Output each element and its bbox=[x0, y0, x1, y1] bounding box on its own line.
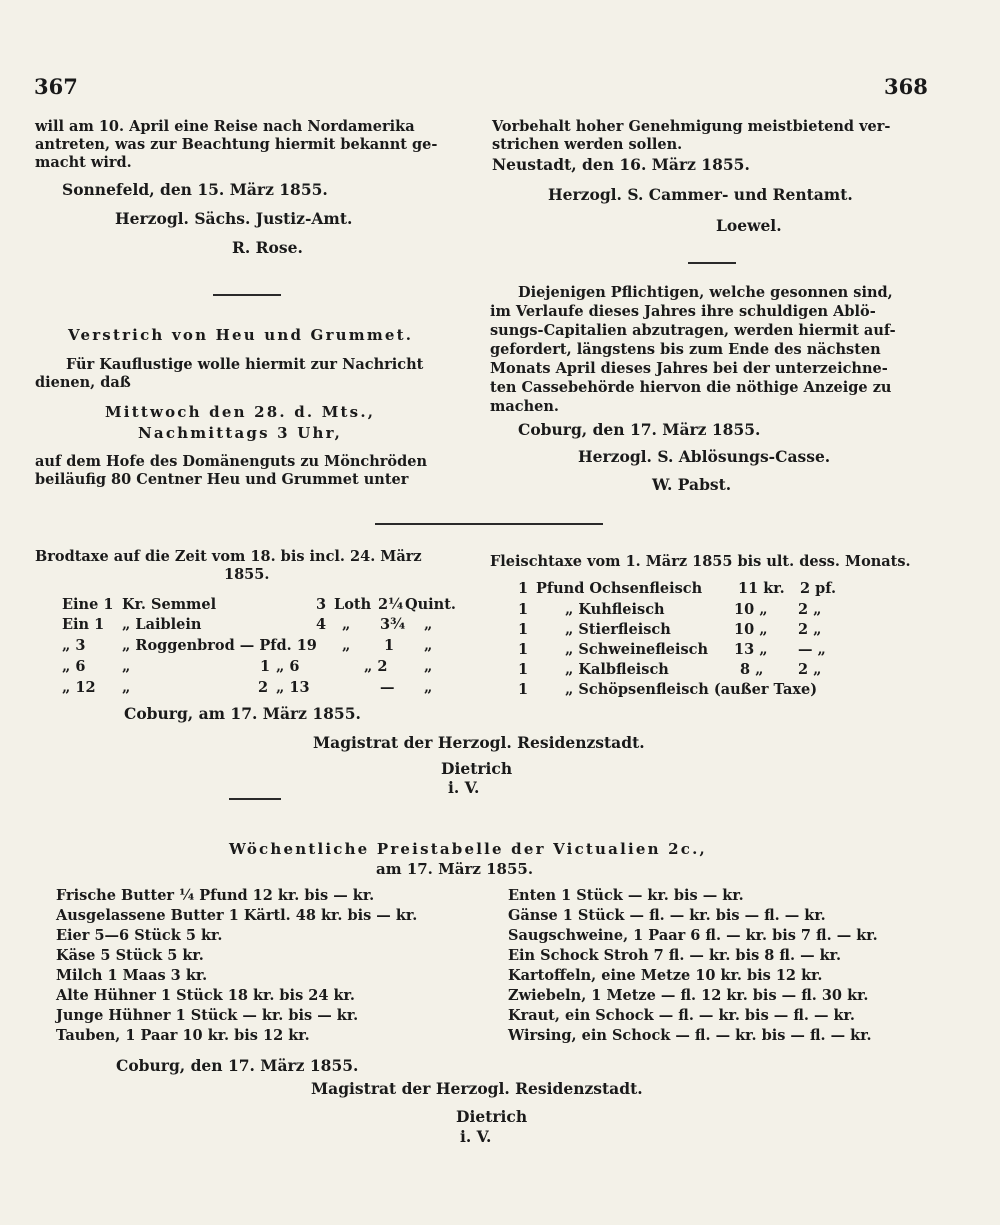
notice-date: Neustadt, den 16. März 1855. bbox=[492, 155, 750, 174]
signature-name: Dietrich bbox=[441, 759, 513, 778]
price-item: Alte Hühner 1 Stück 18 kr. bis 24 kr. bbox=[56, 987, 355, 1004]
notice-line: machen. bbox=[490, 398, 559, 415]
tariff-row: 1 „ Stierfleisch 10 „ 2 „ bbox=[518, 621, 822, 638]
tariff-heading-year: 1855. bbox=[224, 566, 270, 583]
price-item: Eier 5—6 Stück 5 kr. bbox=[56, 927, 223, 944]
signature-suffix: i. V. bbox=[448, 778, 480, 797]
notice-signer: Loewel. bbox=[716, 216, 782, 235]
notice-line: ten Cassebehörde hiervon die nöthige Anzeige zu bbox=[490, 379, 892, 396]
tariff-row: 1 „ Schöpsenfleisch (außer Taxe) bbox=[518, 681, 818, 698]
notice-office: Herzogl. S. Cammer- und Rentamt. bbox=[548, 185, 853, 204]
notice-line: antreten, was zur Beachtung hiermit bekannt ge- bbox=[35, 136, 438, 153]
notice-heading: Verstrich von Heu und Grummet. bbox=[68, 326, 414, 344]
notice-line: im Verlaufe dieses Jahres ihre schuldigen Ablö- bbox=[490, 303, 876, 320]
notice-date: Coburg, den 17. März 1855. bbox=[518, 420, 761, 439]
table-date: Coburg, den 17. März 1855. bbox=[116, 1056, 359, 1075]
notice-signer: R. Rose. bbox=[232, 238, 303, 257]
price-item: Wirsing, ein Schock — fl. — kr. bis — fl. — kr. bbox=[508, 1027, 872, 1044]
tariff-date: Coburg, am 17. März 1855. bbox=[124, 704, 361, 723]
price-item: Ausgelassene Butter 1 Kärtl. 48 kr. bis — kr. bbox=[56, 907, 418, 924]
table-subheading: am 17. März 1855. bbox=[376, 860, 534, 878]
notice-office: Herzogl. Sächs. Justiz-Amt. bbox=[115, 209, 353, 228]
signature-office: Magistrat der Herzogl. Residenzstadt. bbox=[313, 733, 645, 752]
notice-line: dienen, daß bbox=[35, 374, 131, 391]
signature-office: Magistrat der Herzogl. Residenzstadt. bbox=[311, 1079, 643, 1098]
notice-line: sungs-Capitalien abzutragen, werden hiermit auf- bbox=[490, 322, 896, 339]
tariff-heading: Brodtaxe auf die Zeit vom 18. bis incl. 24. März bbox=[35, 548, 422, 565]
notice-line: will am 10. April eine Reise nach Nordamerika bbox=[35, 118, 415, 135]
price-item: Frische Butter ¼ Pfund 12 kr. bis — kr. bbox=[56, 887, 375, 904]
notice-office: Herzogl. S. Ablösungs-Casse. bbox=[578, 447, 831, 466]
notice-line: Vorbehalt hoher Genehmigung meistbietend ver- bbox=[492, 118, 891, 135]
tariff-row: „ 12 „ 2 „ 13 — „ bbox=[62, 679, 433, 696]
notice-date: Sonnefeld, den 15. März 1855. bbox=[62, 180, 328, 199]
notice-signer: W. Pabst. bbox=[652, 475, 732, 494]
divider bbox=[688, 262, 736, 264]
notice-line: beiläufig 80 Centner Heu und Grummet unter bbox=[35, 471, 409, 488]
tariff-row: Ein 1 „ Laiblein 4 „ 3¾ „ bbox=[62, 616, 433, 633]
price-item: Zwiebeln, 1 Metze — fl. 12 kr. bis — fl. 30 kr. bbox=[508, 987, 869, 1004]
tariff-row: 1 Pfund Ochsenfleisch 11 kr. 2 pf. bbox=[518, 580, 837, 597]
tariff-row: Eine 1 Kr. Semmel 3 Loth 2¼ Quint. bbox=[62, 596, 456, 613]
notice-line: Diejenigen Pflichtigen, welche gesonnen sind, bbox=[518, 284, 893, 301]
notice-line: auf dem Hofe des Domänenguts zu Mönchröden bbox=[35, 453, 427, 470]
price-item: Kartoffeln, eine Metze 10 kr. bis 12 kr. bbox=[508, 967, 823, 984]
price-item: Gänse 1 Stück — fl. — kr. bis — fl. — kr. bbox=[508, 907, 826, 924]
price-item: Kraut, ein Schock — fl. — kr. bis — fl. — kr. bbox=[508, 1007, 855, 1024]
notice-line: Monats April dieses Jahres bei der unterzeichne- bbox=[490, 360, 888, 377]
price-item: Junge Hühner 1 Stück — kr. bis — kr. bbox=[56, 1007, 359, 1024]
notice-line: Für Kauflustige wolle hiermit zur Nachricht bbox=[66, 356, 424, 373]
price-item: Ein Schock Stroh 7 fl. — kr. bis 8 fl. — kr. bbox=[508, 947, 842, 964]
section-divider bbox=[375, 523, 603, 525]
signature-name: Dietrich bbox=[456, 1107, 528, 1126]
notice-line: gefordert, längstens bis zum Ende des nächsten bbox=[490, 341, 881, 358]
price-item: Milch 1 Maas 3 kr. bbox=[56, 967, 208, 984]
notice-line: Nachmittags 3 Uhr, bbox=[138, 424, 343, 442]
price-item: Enten 1 Stück — kr. bis — kr. bbox=[508, 887, 744, 904]
tariff-row: „ 6 „ 1 „ 6 „ 2 „ bbox=[62, 658, 433, 675]
tariff-heading: Fleischtaxe vom 1. März 1855 bis ult. dess. Monats. bbox=[490, 553, 911, 570]
tariff-row: „ 3 „ Roggenbrod — Pfd. 19 „ 1 „ bbox=[62, 637, 433, 654]
divider bbox=[213, 294, 281, 296]
price-item: Tauben, 1 Paar 10 kr. bis 12 kr. bbox=[56, 1027, 310, 1044]
tariff-row: 1 „ Schweinefleisch 13 „ — „ bbox=[518, 641, 826, 658]
notice-line: strichen werden sollen. bbox=[492, 136, 683, 153]
tariff-row: 1 „ Kuhfleisch 10 „ 2 „ bbox=[518, 601, 822, 618]
signature-suffix: i. V. bbox=[460, 1127, 492, 1146]
tariff-row: 1 „ Kalbfleisch 8 „ 2 „ bbox=[518, 661, 822, 678]
price-item: Käse 5 Stück 5 kr. bbox=[56, 947, 204, 964]
price-item: Saugschweine, 1 Paar 6 fl. — kr. bis 7 fl. — kr. bbox=[508, 927, 878, 944]
notice-line: macht wird. bbox=[35, 154, 132, 171]
divider bbox=[229, 798, 281, 800]
notice-line: Mittwoch den 28. d. Mts., bbox=[105, 403, 376, 421]
table-heading: Wöchentliche Preistabelle der Victualien 2c., bbox=[229, 840, 707, 858]
page-number-left: 367 bbox=[34, 74, 78, 99]
page-number-right: 368 bbox=[884, 74, 928, 99]
